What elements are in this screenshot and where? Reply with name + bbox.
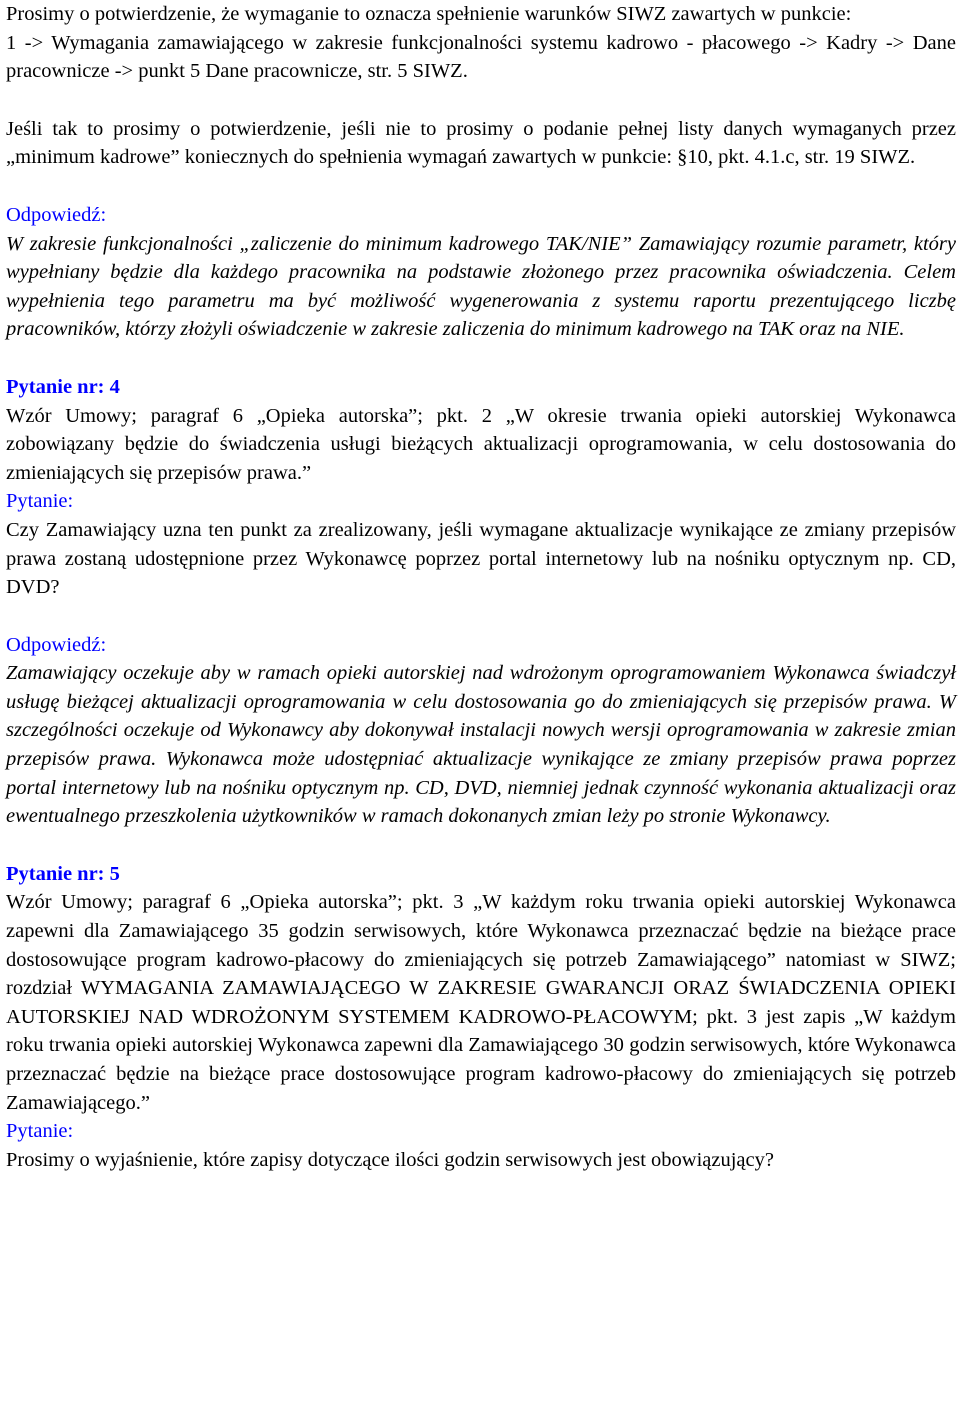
question-5-heading: Pytanie nr: 5 xyxy=(6,862,120,885)
spacer xyxy=(6,602,956,631)
question-5-question-label: Pytanie: xyxy=(6,1120,74,1143)
request-paragraph: Prosimy o potwierdzenie, że wymaganie to oznacza spełnienie warunków SIWZ zawartych w punkcie: xyxy=(6,3,852,25)
question-4-text: Wzór Umowy; paragraf 6 „Opieka autorska”; pkt. 2 „W okresie trwania opieki autorskiej Wykonawca zobowiązany będzie do świadczenia usługi bieżących aktualizacji oprogramowania, w celu dostosowania do zmieniających się przepisów prawa.” xyxy=(6,404,956,484)
question-5-text: Wzór Umowy; paragraf 6 „Opieka autorska”; pkt. 3 „W każdym roku trwania opieki autorskiej Wykonawca zapewni dla Zamawiającego 35 godzin serwisowych, które Wykonawca przeznaczać będzie na bieżące prace dostosowujące program kadrowo-płacowy do zmieniających się potrzeb Zamawiającego” natomiast w SIWZ; rozdział WYMAGANIA ZAMAWIAJĄCEGO W ZAKRESIE GWARANCJI ORAZ ŚWIADCZENIA OPIEKI AUTORSKIEJ NAD WDROŻONYM SYSTEMEM KADROWO-PŁACOWYM; pkt. 3 jest zapis „W każdym roku trwania opieki autorskiej Wykonawca zapewni dla Zamawiającego 30 godzin serwisowych, które Wykonawca przeznaczać będzie na bieżące prace dostosowujące program kadrowo-płacowy do zmieniających się potrzeb Zamawiającego.” xyxy=(6,891,956,1114)
question-4-question-text: Czy Zamawiający uzna ten punkt za zrealizowany, jeśli wymagane aktualizacje wynikające ze zmiany przepisów prawa zostaną udostępnione przez Wykonawcę poprzez portal internetowy lub na nośniku optycznym np. CD, DVD? xyxy=(6,518,956,599)
spacer xyxy=(6,86,956,115)
spacer xyxy=(6,344,956,373)
question-4-answer-label: Odpowiedź: xyxy=(6,633,107,656)
spacer xyxy=(6,172,956,201)
question-4-answer-text: Zamawiający oczekuje aby w ramach opieki autorskiej nad wdrożonym oprogramowaniem Wykonawca świadczył usługę bieżącej aktualizacji oprogramowania w celu dostosowania go do zmieniających się przepisów prawa. W szczególności oczekuje od Wykonawcy aby dokonywał instalacji nowych wersji oprogramowania w zakresie zmian przepisów prawa. Wykonawca może udostępniać aktualizacje wynikające ze zmiany przepisów prawa poprzez portal internetowy lub na nośniku optycznym np. CD, DVD, niemniej jednak czynność wykonania aktualizacji oraz ewentualnego przeszkolenia użytkowników w ramach dokonanych zmian leży po stronie Wykonawcy. xyxy=(6,662,956,828)
answer-text-part2: Celem wypełnienia tego parametru ma być możliwość wygenerowania z systemu raportu prezentującego liczbę pracowników, którzy złożyli oświadczenie w zakresie zaliczenia do minimum kadrowego na TAK oraz na NIE. xyxy=(6,261,956,341)
answer-paragraph xyxy=(6,230,956,344)
document-page xyxy=(6,0,956,1174)
siwz-reference-paragraph: 1 -> Wymagania zamawiającego w zakresie funkcjonalności systemu kadrowo - płacowego -> Kadry -> Dane pracownicze -> punkt 5 Dane pracownicze, str. 5 SIWZ. xyxy=(6,31,956,83)
spacer xyxy=(6,831,956,860)
answer-label: Odpowiedź: xyxy=(6,203,107,226)
question-4-question-label: Pytanie: xyxy=(6,490,74,513)
confirmation-paragraph: Jeśli tak to prosimy o potwierdzenie, jeśli nie to prosimy o podanie pełnej listy danych wymaganych przez „minimum kadrowe” koniecznych do spełnienia wymagań zawartych w punkcie: §10, pkt. 4.1.c, str. 19 SIWZ. xyxy=(6,117,956,169)
question-5-question-text: Prosimy o wyjaśnienie, które zapisy dotyczące ilości godzin serwisowych jest obowiązujący? xyxy=(6,1148,774,1171)
answer-text-part1: W zakresie funkcjonalności „zaliczenie do minimum kadrowego TAK/NIE” Zamawiający rozumie parametr, który wypełniany będzie dla każdego pracownika na podstawie złożonego przez pracownika oświadczenia. xyxy=(6,232,956,284)
question-4-heading: Pytanie nr: 4 xyxy=(6,375,120,398)
